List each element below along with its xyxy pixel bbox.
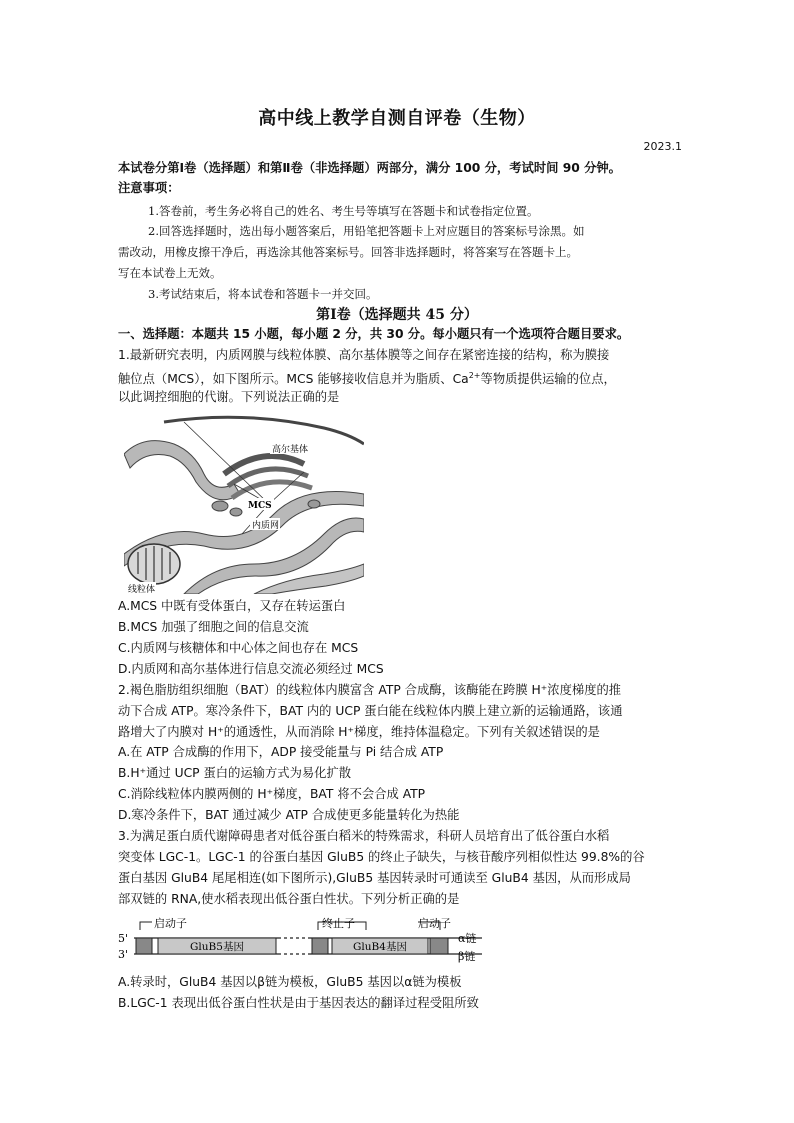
note-3: 3.考试结束后，将本试卷和答题卡一并交回。 bbox=[148, 287, 378, 301]
q3-stem-line-1: 3.为满足蛋白质代谢障碍患者对低谷蛋白稻米的特殊需求，科研人员培育出了低谷蛋白水稻 bbox=[118, 829, 610, 843]
q3-stem-line-4: 部双链的 RNA,使水稻表现出低谷蛋白性状。下列分析正确的是 bbox=[118, 892, 460, 906]
promoter-2-block bbox=[430, 938, 448, 954]
five-prime-label: 5' bbox=[118, 932, 129, 945]
note-2-line-2: 需改动，用橡皮擦干净后，再选涂其他答案标号。回答非选择题时，将答案写在答题卡上。 bbox=[118, 245, 578, 259]
section-instruction: 一、选择题：本题共 15 小题，每小题 2 分，共 30 分。每小题只有一个选项符合题目要求。 bbox=[118, 327, 630, 341]
q3-option-b: B.LGC-1 表现出低谷蛋白性状是由于基因表达的翻译过程受阻所致 bbox=[118, 996, 479, 1010]
glub5-gene-label: GluB5基因 bbox=[190, 941, 244, 953]
q2-option-c: C.消除线粒体内膜两侧的 H⁺梯度，BAT 将不会合成 ATP bbox=[118, 787, 426, 801]
alpha-strand-label: α链 bbox=[458, 932, 477, 945]
mcs-label: MCS bbox=[248, 501, 272, 511]
q2-option-d: D.寒冷条件下，BAT 通过减少 ATP 合成使更多能量转化为热能 bbox=[118, 808, 460, 822]
q2-stem-line-2: 动下合成 ATP。寒冷条件下，BAT 内的 UCP 蛋白能在线粒体内膜上建立新的运输通路，该通 bbox=[118, 704, 623, 718]
q1-stem-line-2b: 等物质提供运输的位点， bbox=[480, 372, 616, 386]
q1-option-b: B.MCS 加强了细胞之间的信息交流 bbox=[118, 620, 309, 634]
q1-stem-line-3: 以此调控细胞的代谢。下列说法正确的是 bbox=[118, 390, 340, 404]
q1-option-a: A.MCS 中既有受体蛋白，又存在转运蛋白 bbox=[118, 599, 346, 613]
section-title: 第Ⅰ卷（选择题共 45 分） bbox=[316, 307, 478, 323]
terminator-block bbox=[312, 938, 328, 954]
notes-title: 注意事项： bbox=[118, 181, 180, 195]
page-title: 高中线上教学自测自评卷（生物） bbox=[258, 108, 536, 129]
beta-strand-label: β链 bbox=[458, 950, 476, 963]
q3-option-a: A.转录时，GluB4 基因以β链为模板，GluB5 基因以α链为模板 bbox=[118, 975, 462, 989]
q3-stem-line-2: 突变体 LGC-1。LGC-1 的谷蛋白基因 GluB5 的终止子缺失，与核苷酸序列相似性达 99.8%的谷 bbox=[118, 850, 645, 864]
mcs-diagram bbox=[124, 414, 364, 594]
q2-stem-line-1: 2.褐色脂肪组织细胞（BAT）的线粒体内膜富含 ATP 合成酶，该酶能在跨膜 H⁺浓度梯度的推 bbox=[118, 683, 622, 697]
note-2-line-3: 写在本试卷上无效。 bbox=[118, 266, 222, 280]
note-2-line-1: 2.回答选择题时，选出每小题答案后，用铅笔把答题卡上对应题目的答案标号涂黑。如 bbox=[148, 224, 585, 238]
q1-stem-line-1: 1.最新研究表明，内质网膜与线粒体膜、高尔基体膜等之间存在紧密连接的结构，称为膜接 bbox=[118, 348, 610, 362]
er-label: 内质网 bbox=[252, 521, 280, 531]
note-1: 1.答卷前，考生务必将自己的姓名、考生号等填写在答题卡和试卷指定位置。 bbox=[148, 204, 539, 218]
golgi-label: 高尔基体 bbox=[272, 445, 309, 455]
promoter-1-block bbox=[136, 938, 152, 954]
q3-stem-line-3: 蛋白基因 GluB4 尾尾相连(如下图所示),GluB5 基因转录时可通读至 GluB4 基因，从而形成局 bbox=[118, 871, 631, 885]
q1-stem-line-2a: 触位点（MCS），如下图所示。MCS 能够接收信息并为脂质、Ca bbox=[118, 372, 469, 386]
promoter-2-label: 启动子 bbox=[418, 917, 451, 930]
terminator-label: 终止子 bbox=[322, 917, 355, 930]
q1-superscript: 2+ bbox=[468, 371, 481, 380]
exam-scope: 本试卷分第Ⅰ卷（选择题）和第Ⅱ卷（非选择题）两部分，满分 100 分，考试时间 90 分钟。 bbox=[118, 161, 621, 175]
three-prime-label: 3' bbox=[118, 948, 129, 961]
q1-option-c: C.内质网与核糖体和中心体之间也存在 MCS bbox=[118, 641, 359, 655]
gene-diagram bbox=[118, 916, 518, 966]
exam-date: 2023.1 bbox=[643, 140, 682, 153]
mitochondrion-label: 线粒体 bbox=[128, 585, 156, 594]
q2-stem-line-3: 路增大了内膜对 H⁺的通透性，从而消除 H⁺梯度，维持体温稳定。下列有关叙述错误的是 bbox=[118, 725, 600, 739]
glub4-gene-label: GluB4基因 bbox=[353, 941, 407, 953]
promoter-1-label: 启动子 bbox=[154, 917, 187, 930]
q2-option-b: B.H⁺通过 UCP 蛋白的运输方式为易化扩散 bbox=[118, 766, 352, 780]
q2-option-a: A.在 ATP 合成酶的作用下，ADP 接受能量与 Pi 结合成 ATP bbox=[118, 745, 444, 759]
q1-stem-line-2 bbox=[118, 368, 616, 387]
q1-option-d: D.内质网和高尔基体进行信息交流必须经过 MCS bbox=[118, 662, 384, 676]
